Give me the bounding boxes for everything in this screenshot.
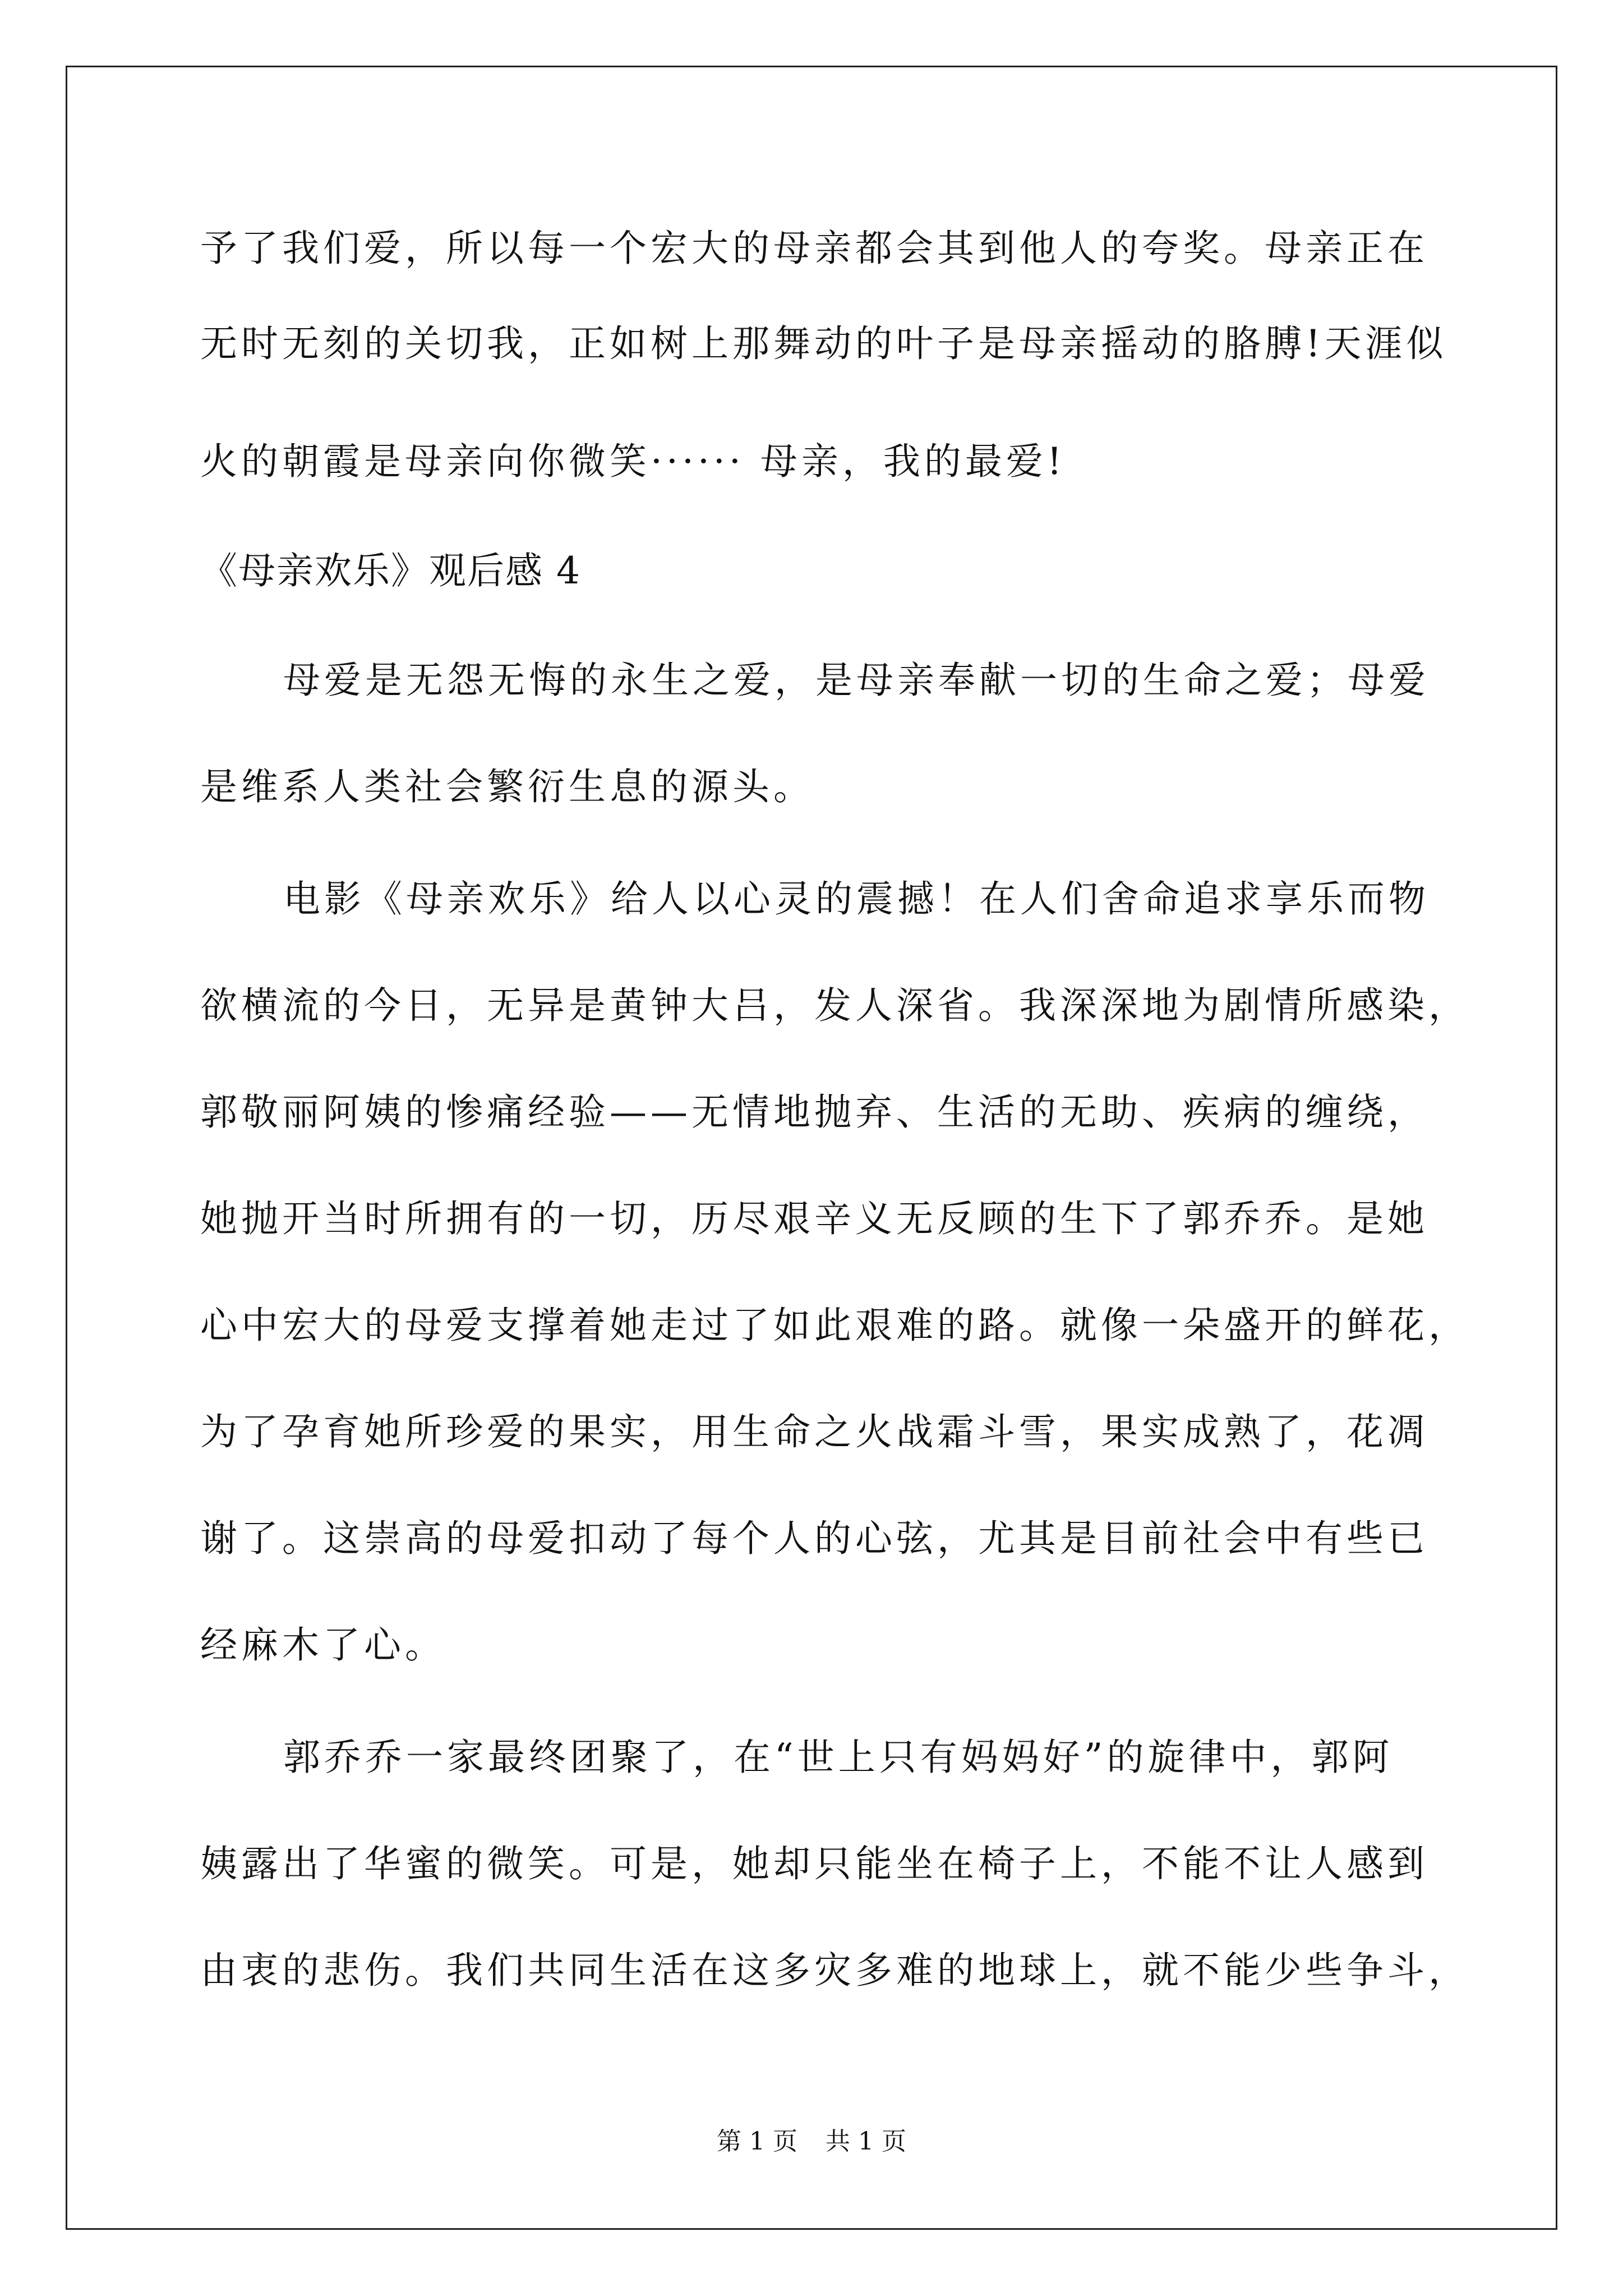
page-footer bbox=[0, 2125, 1623, 2159]
paragraph-3-line-3: 由衷的悲伤。我们共同生活在这多灾多难的地球上，就不能少些争斗， bbox=[200, 1949, 1469, 1992]
page-border bbox=[66, 66, 1557, 2230]
paragraph-2-line-1: 电影《母亲欢乐》给人以心灵的震撼！在人们舍命追求享乐而物 bbox=[283, 877, 1430, 921]
paragraph-2-line-7: 谢了。这崇高的母爱扣动了每个人的心弦，尤其是目前社会中有些已 bbox=[200, 1517, 1428, 1560]
text-line-3: 火的朝霞是母亲向你微笑······ 母亲，我的最爱! bbox=[200, 440, 1066, 483]
page-number: 第 1 页 bbox=[717, 2127, 797, 2156]
page-total: 共 1 页 bbox=[826, 2127, 906, 2156]
paragraph-3-line-1: 郭乔乔一家最终团聚了，在“世上只有妈妈好”的旋律中，郭阿 bbox=[283, 1736, 1394, 1779]
paragraph-2-line-6: 为了孕育她所珍爱的果实，用生命之火战霜斗雪，果实成熟了，花凋 bbox=[200, 1410, 1428, 1453]
text-line-2: 无时无刻的关切我，正如树上那舞动的叶子是母亲摇动的胳膊!天涯似 bbox=[200, 322, 1447, 365]
paragraph-1-line-2: 是维系人类社会繁衍生息的源头。 bbox=[200, 765, 814, 808]
paragraph-1-line-1: 母爱是无怨无悔的永生之爱，是母亲奉献一切的生命之爱；母爱 bbox=[283, 659, 1430, 702]
paragraph-2-line-2: 欲横流的今日，无异是黄钟大吕，发人深省。我深深地为剧情所感染， bbox=[200, 984, 1469, 1027]
paragraph-2-line-3: 郭敬丽阿姨的惨痛经验——无情地抛弃、生活的无助、疾病的缠绕， bbox=[200, 1091, 1428, 1134]
paragraph-3-line-2: 姨露出了华蜜的微笑。可是，她却只能坐在椅子上，不能不让人感到 bbox=[200, 1842, 1428, 1885]
section-heading: 《母亲欢乐》观后感 4 bbox=[200, 549, 581, 592]
paragraph-2-line-8: 经麻木了心。 bbox=[200, 1623, 446, 1667]
text-line-1: 予了我们爱，所以每一个宏大的母亲都会其到他人的夸奖。母亲正在 bbox=[200, 227, 1428, 270]
paragraph-2-line-4: 她抛开当时所拥有的一切，历尽艰辛义无反顾的生下了郭乔乔。是她 bbox=[200, 1197, 1428, 1240]
paragraph-2-line-5: 心中宏大的母爱支撑着她走过了如此艰难的路。就像一朵盛开的鲜花， bbox=[200, 1304, 1469, 1347]
